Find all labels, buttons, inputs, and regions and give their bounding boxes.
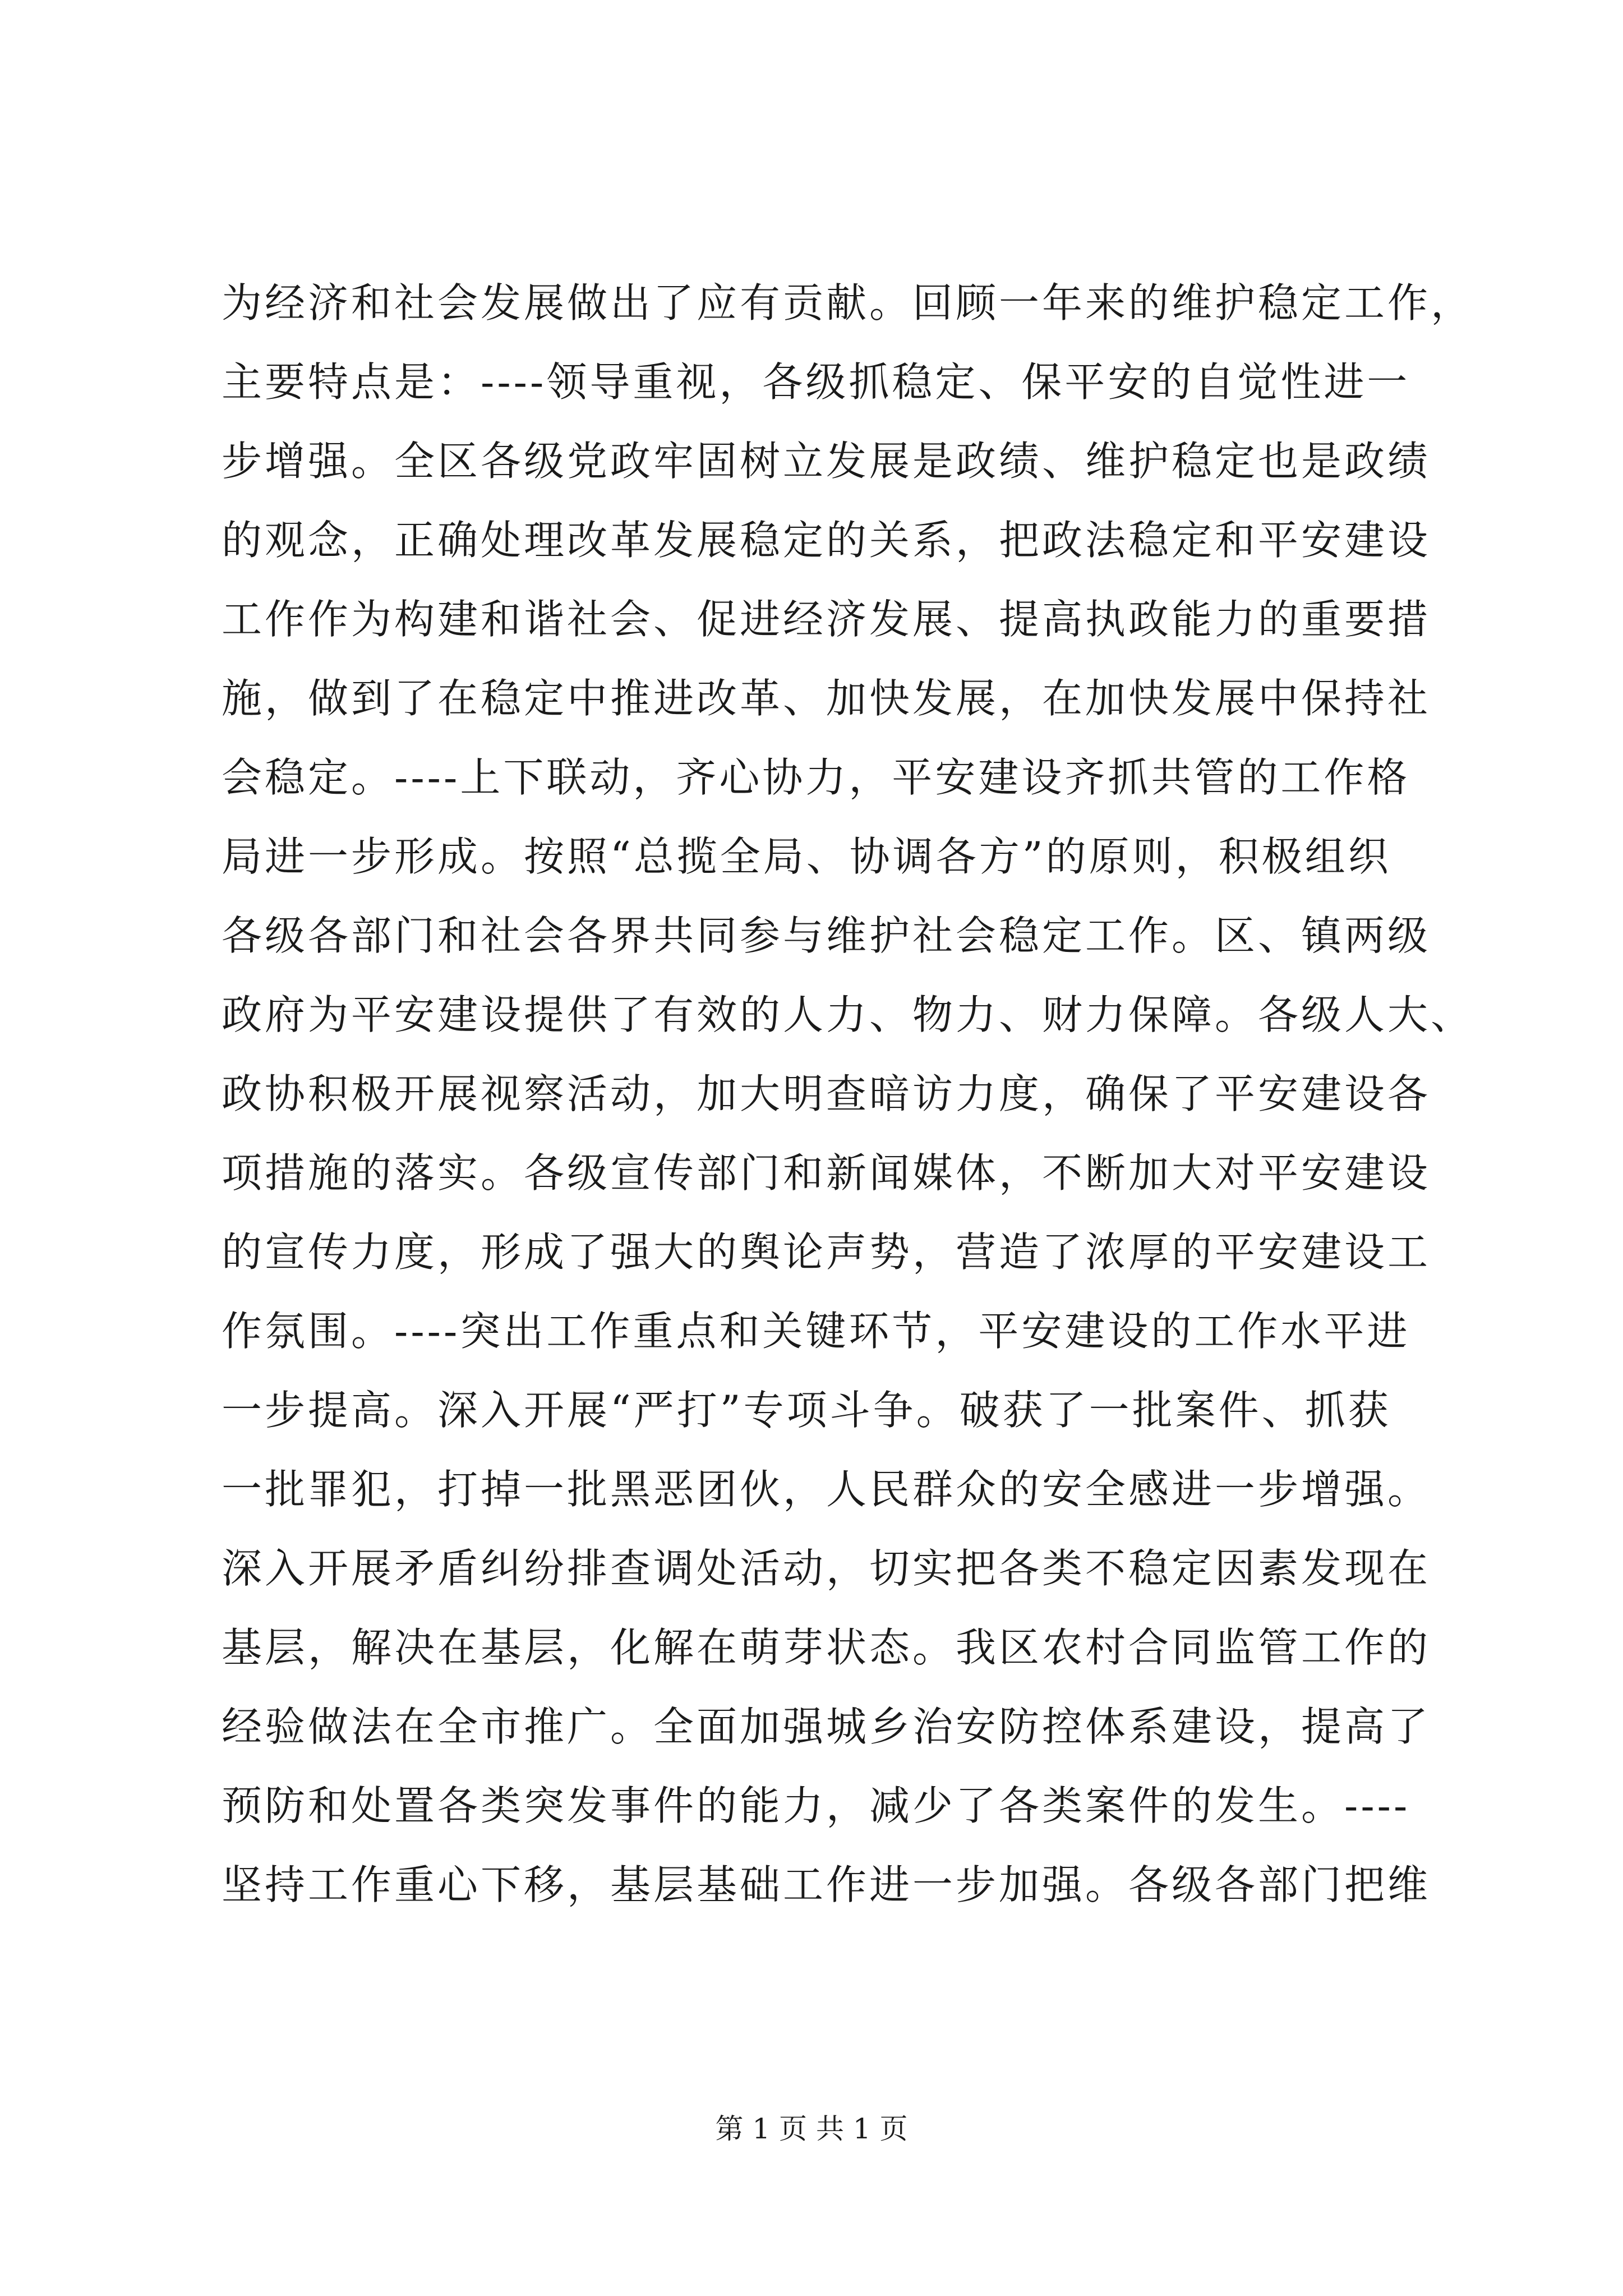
text-line: 作氛围。----突出工作重点和关键环节，平安建设的工作水平进 <box>222 1308 1410 1355</box>
page-footer: 第 1 页 共 1 页 <box>715 2113 908 2145</box>
text-line: 深入开展矛盾纠纷排查调处活动，切实把各类不稳定因素发现在 <box>222 1545 1431 1592</box>
text-line: 局进一步形成。按照“总揽全局、协调各方”的原则，积极组织 <box>222 833 1391 880</box>
text-line: 主要特点是：----领导重视，各级抓稳定、保平安的自觉性进一 <box>222 358 1410 406</box>
text-line: 经验做法在全市推广。全面加强城乡治安防控体系建设，提高了 <box>222 1703 1431 1750</box>
text-line: 的宣传力度，形成了强大的舆论声势，营造了浓厚的平安建设工 <box>222 1228 1431 1276</box>
text-line: 施，做到了在稳定中推进改革、加快发展，在加快发展中保持社 <box>222 675 1431 722</box>
document-body <box>222 264 1474 1925</box>
text-line: 政协积极开展视察活动，加大明查暗访力度，确保了平安建设各 <box>222 1070 1431 1117</box>
text-line: 坚持工作重心下移，基层基础工作进一步加强。各级各部门把维 <box>222 1861 1431 1908</box>
text-line: 的观念，正确处理改革发展稳定的关系，把政法稳定和平安建设 <box>222 517 1431 564</box>
text-line: 政府为平安建设提供了有效的人力、物力、财力保障。各级人大、 <box>222 991 1474 1038</box>
text-line: 预防和处置各类突发事件的能力，减少了各类案件的发生。---- <box>222 1782 1410 1829</box>
text-line: 项措施的落实。各级宣传部门和新闻媒体，不断加大对平安建设 <box>222 1149 1431 1197</box>
text-line: 一批罪犯，打掉一批黑恶团伙，人民群众的安全感进一步增强。 <box>222 1466 1431 1513</box>
text-line: 各级各部门和社会各界共同参与维护社会稳定工作。区、镇两级 <box>222 912 1431 959</box>
text-line: 为经济和社会发展做出了应有贡献。回顾一年来的维护稳定工作， <box>222 279 1474 326</box>
text-line: 一步提高。深入开展“严打”专项斗争。破获了一批案件、抓获 <box>222 1387 1391 1434</box>
text-line: 工作作为构建和谐社会、促进经济发展、提高执政能力的重要措 <box>222 596 1431 643</box>
text-line: 会稳定。----上下联动，齐心协力，平安建设齐抓共管的工作格 <box>222 754 1410 801</box>
text-line: 步增强。全区各级党政牢固树立发展是政绩、维护稳定也是政绩 <box>222 438 1431 485</box>
text-line: 基层，解决在基层，化解在萌芽状态。我区农村合同监管工作的 <box>222 1624 1431 1671</box>
